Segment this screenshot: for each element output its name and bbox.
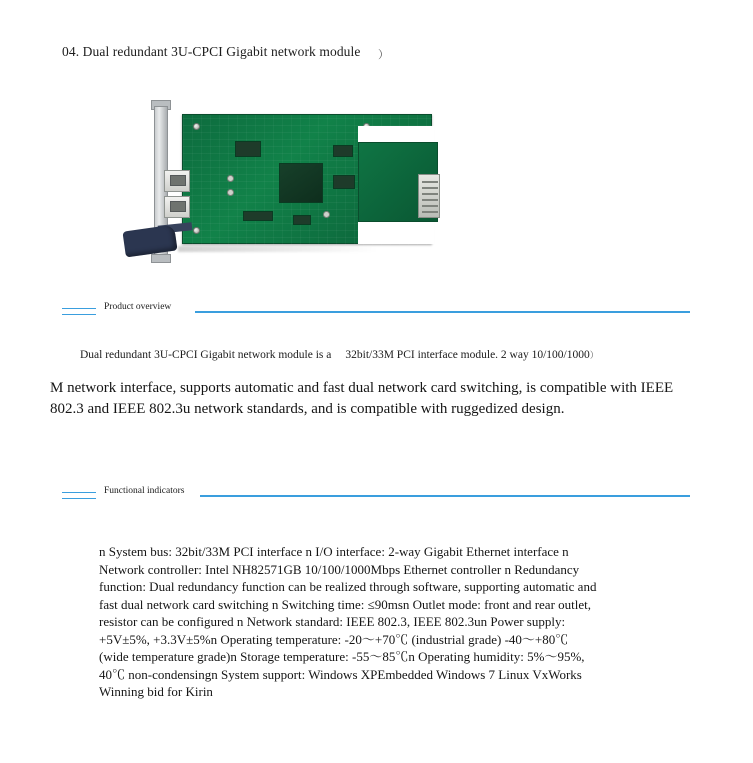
section-header-product-overview <box>62 302 690 324</box>
rj45-port-2 <box>164 196 190 218</box>
section-rule-left <box>62 308 96 315</box>
board-cutout-top <box>358 126 434 142</box>
rear-io-connector <box>418 174 440 218</box>
overview-lead-trailing-mark: ） <box>589 350 599 360</box>
component-chip-1 <box>333 145 353 157</box>
board-cutout-bottom <box>358 222 434 244</box>
component-chip-4 <box>293 215 311 225</box>
connector-pin-5 <box>422 205 438 207</box>
mounting-screw-1 <box>193 123 200 130</box>
component-chip-2 <box>333 175 355 189</box>
section-header-functional-indicators <box>62 486 690 508</box>
section-rule-right <box>195 311 690 313</box>
overview-paragraph: M network interface, supports automatic and fast dual network card switching, is compatible with IEEE 802.3 and IEEE 802.3u network standards, and is compatible with ruggedized design. <box>50 380 674 417</box>
overview-lead-part-a: Dual redundant 3U-CPCI Gigabit network module is a <box>80 349 332 361</box>
rj45-port-1-slot <box>170 175 186 186</box>
secondary-chip <box>235 141 261 157</box>
figure-shadow <box>178 246 378 252</box>
rj45-port-1 <box>164 170 190 192</box>
section-label: Functional indicators <box>104 486 185 496</box>
connector-pin-4 <box>422 199 438 201</box>
main-chip <box>279 163 323 203</box>
panel-bottom-tab <box>151 254 171 263</box>
component-chip-3 <box>243 211 273 221</box>
capacitor-1 <box>227 175 234 182</box>
functional-indicators-paragraph: n System bus: 32bit/33M PCI interface n I/O interface: 2-way Gigabit Ethernet interface n Network controller: Intel NH82571GB 10/100/1000Mbps Ethernet controller n Redundancy function: Dual redundancy function can be realized through software, supporting automatic and fast dual network card switching n Switching time: ≤90msn Outlet mode: front and rear outlet, resistor can be configured n Network standard: IEEE 802.3, IEEE 802.3un Power supply: +5V±5%, +3.3V±5%n Operating temperature: -20～+70℃ (industrial grade) -40～+80℃ (wide temperature grade)n Storage temperature: -55～85℃n Operating humidity: 5%～95%, 40℃ non-condensingn System support: Windows XPEmbedded Windows 7 Linux VxWorks Winning bid for Kirin <box>99 544 597 699</box>
section-label: Product overview <box>104 302 172 312</box>
connector-pin-3 <box>422 193 438 195</box>
overview-lead-part-b: 32bit/33M PCI interface module. 2 way 10/100/1000 <box>345 349 590 361</box>
product-image <box>118 96 448 276</box>
page-bottom-margin <box>0 735 753 763</box>
capacitor-2 <box>227 189 234 196</box>
capacitor-3 <box>323 211 330 218</box>
rj45-port-2-slot <box>170 201 186 212</box>
page-title: 04. Dual redundant 3U-CPCI Gigabit network module <box>62 44 361 59</box>
connector-pin-6 <box>422 211 438 213</box>
overview-lead-line <box>80 347 690 363</box>
connector-pin-2 <box>422 187 438 189</box>
page-title-trailing-mark: ） <box>378 49 389 61</box>
connector-pin-1 <box>422 181 438 183</box>
section-rule-left <box>62 492 96 499</box>
section-rule-right <box>200 495 690 497</box>
mounting-screw-2 <box>193 227 200 234</box>
